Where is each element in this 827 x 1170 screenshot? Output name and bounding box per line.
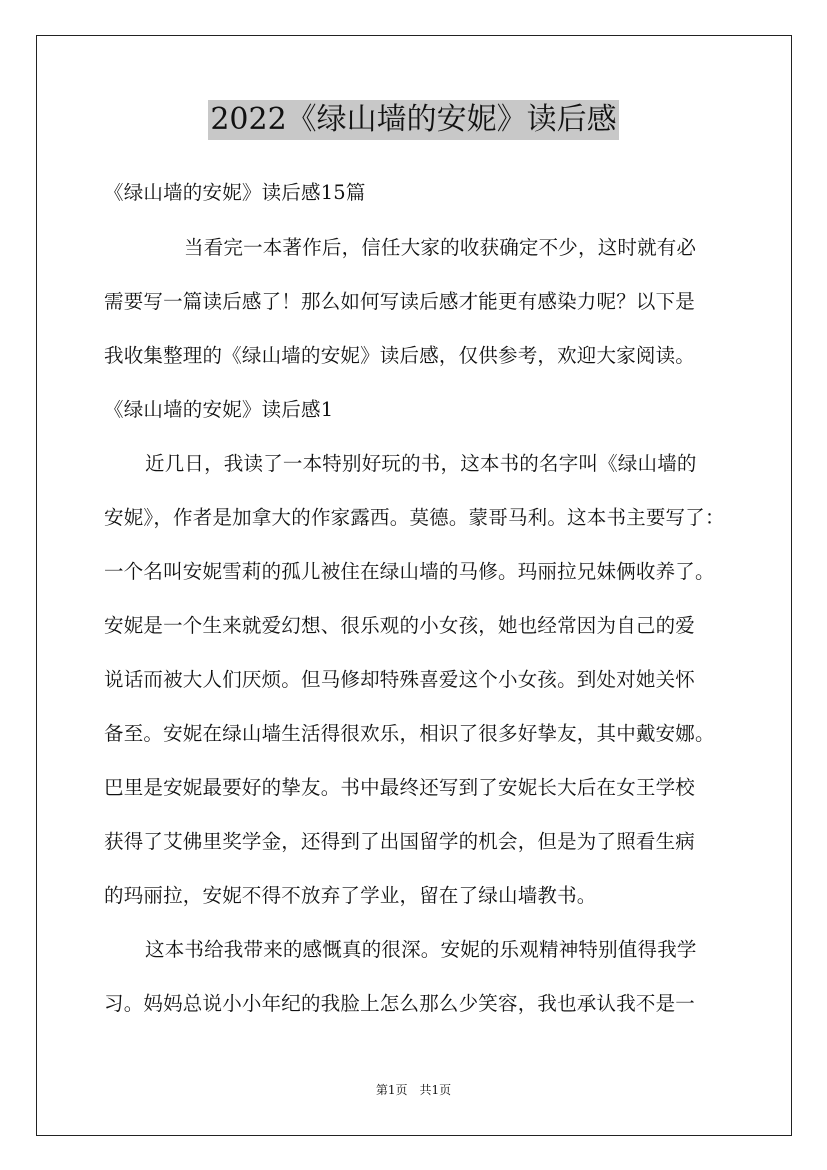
paragraph-line: 安妮是一个生来就爱幻想、很乐观的小女孩，她也经常因为自己的爱 xyxy=(104,614,696,637)
paragraph-line: 备至。安妮在绿山墙生活得很欢乐，相识了很多好挚友，其中戴安娜。 xyxy=(104,722,715,745)
paragraph-line: 获得了艾佛里奖学金，还得到了出国留学的机会，但是为了照看生病 xyxy=(104,830,696,853)
subtitle-line: 《绿山墙的安妮》读后感15篇 xyxy=(104,181,366,204)
section-heading: 《绿山墙的安妮》读后感1 xyxy=(104,398,334,421)
paragraph-line: 习。妈妈总说小小年纪的我脸上怎么那么少笑容，我也承认我不是一 xyxy=(104,992,696,1015)
paragraph-line: 一个名叫安妮雪莉的孤儿被住在绿山墙的马修。玛丽拉兄妹俩收养了。 xyxy=(104,560,715,583)
paragraph-line: 的玛丽拉，安妮不得不放弃了学业，留在了绿山墙教书。 xyxy=(104,884,597,907)
paragraph-line: 我收集整理的《绿山墙的安妮》读后感，仅供参考，欢迎大家阅读。 xyxy=(104,344,696,367)
paragraph-line: 巴里是安妮最要好的挚友。书中最终还写到了安妮长大后在女王学校 xyxy=(104,776,696,799)
document-title: 2022《绿山墙的安妮》读后感 xyxy=(208,100,618,140)
paragraph-line: 这本书给我带来的感慨真的很深。安妮的乐观精神特别值得我学 xyxy=(145,938,697,961)
title-container xyxy=(0,100,827,140)
paragraph-line: 近几日，我读了一本特别好玩的书，这本书的名字叫《绿山墙的 xyxy=(145,452,697,475)
paragraph-line: 需要写一篇读后感了！那么如何写读后感才能更有感染力呢？以下是 xyxy=(104,290,696,313)
paragraph-line: 当看完一本著作后，信任大家的收获确定不少，这时就有必 xyxy=(184,236,697,259)
paragraph-line: 安妮》，作者是加拿大的作家露西。莫德。蒙哥马利。这本书主要写了： xyxy=(104,506,725,529)
paragraph-line: 说话而被大人们厌烦。但马修却特殊喜爱这个小女孩。到处对她关怀 xyxy=(104,668,696,691)
page-number-footer: 第1页 共1页 xyxy=(375,1083,452,1097)
